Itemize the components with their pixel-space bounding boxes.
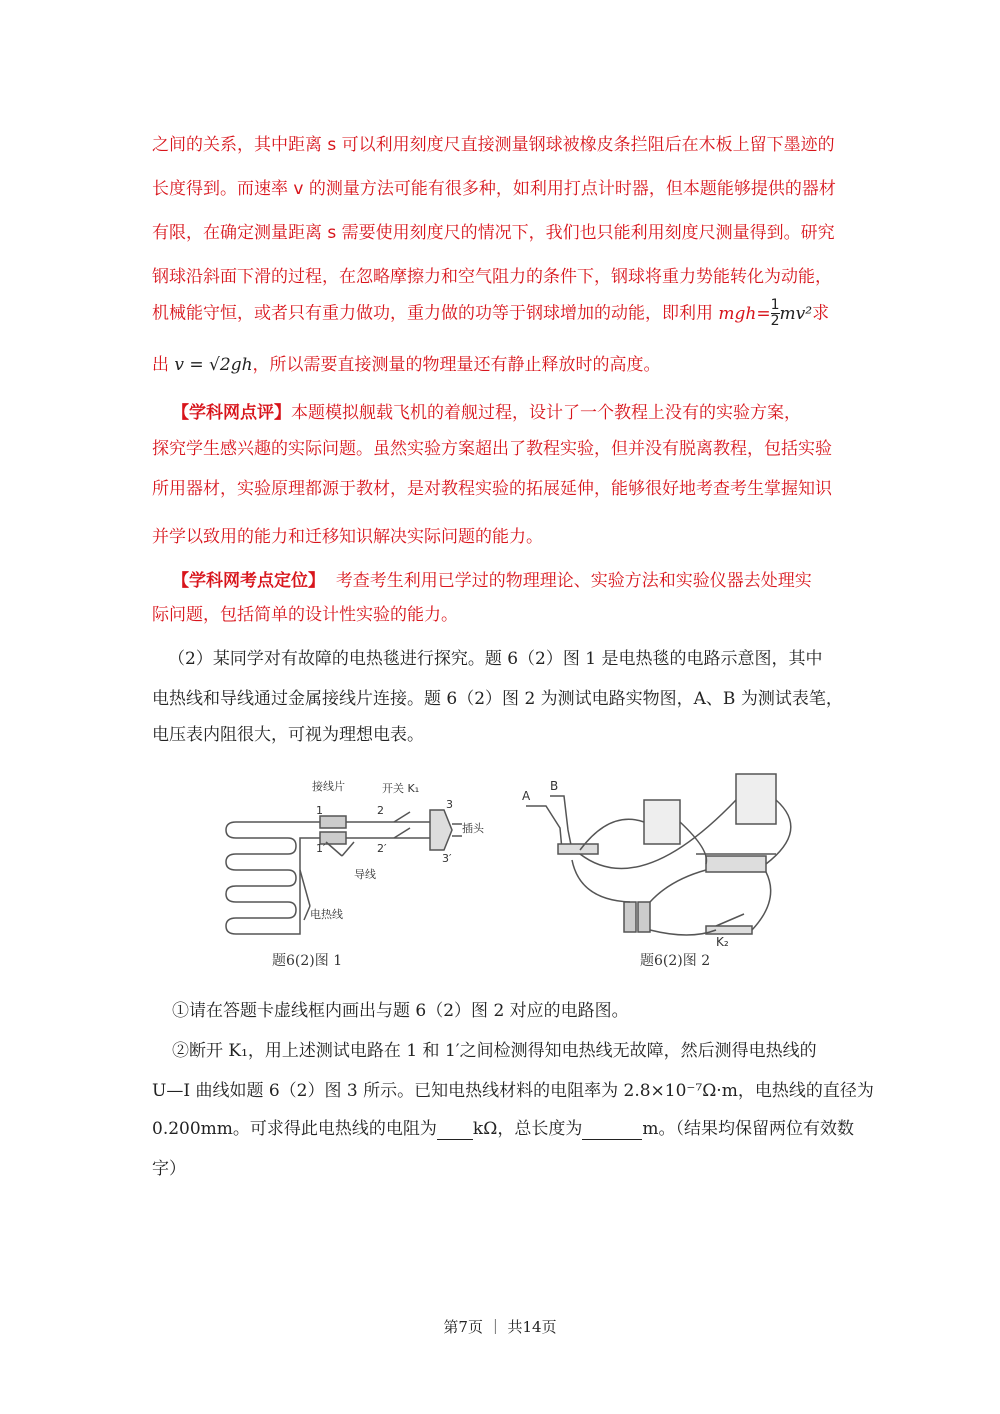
comment-line-1 <box>172 398 872 423</box>
formula-mv2: mv² <box>779 303 813 324</box>
label-3: 3 <box>446 798 453 811</box>
analysis-line-5-end: 求 <box>812 303 830 324</box>
formula-mgh: mgh= <box>718 303 771 324</box>
analysis-line-6-end: ，所以需要直接测量的物理量还有静止释放时的高度。 <box>252 355 661 375</box>
unit-kohm: kΩ，总长度为 <box>472 1119 583 1139</box>
analysis-line-6-start: 出 <box>152 355 175 375</box>
subquestion-2-line-4: 字） <box>152 1159 186 1179</box>
fraction-numerator: 1 <box>770 297 780 313</box>
label-plug: 插头 <box>462 822 484 835</box>
position-text-1: 考查考生利用已学过的物理理论、实验方法和实验仪器去处理实 <box>335 571 812 591</box>
label-probe-b: B <box>550 779 559 793</box>
figure-1-caption: 题6(2)图 1 <box>272 953 343 969</box>
analysis-line-5 <box>152 298 852 329</box>
subquestion-1: ①请在答题卡虚线框内画出与题 6（2）图 2 对应的电路图。 <box>172 1001 629 1021</box>
comment-line-3: 所用器材，实验原理都源于教材，是对教程实验的拓展延伸，能够很好地考查考生掌握知识 <box>152 479 832 499</box>
formula-v-sqrt: v = √2gh <box>174 355 253 375</box>
figure-2-test-circuit <box>520 770 810 970</box>
question-line-2: 电热线和导线通过金属接线片连接。题 6（2）图 2 为测试电路实物图，A、B 为测试表笔， <box>152 689 843 709</box>
analysis-line-2: 长度得到。而速率 v 的测量方法可能有很多种，如利用打点计时器，但本题能够提供的器材 <box>152 179 836 199</box>
label-2: 2 <box>377 804 384 817</box>
label-1prime: 1′ <box>316 842 326 855</box>
label-switch-k1: 开关 K₁ <box>382 782 420 795</box>
analysis-line-4: 钢球沿斜面下滑的过程，在忽略摩擦力和空气阻力的条件下，钢球将重力势能转化为动能， <box>152 267 832 287</box>
unit-m: m。（结果均保留两位有效数 <box>642 1119 854 1139</box>
answer-blank-resistance[interactable] <box>437 1119 473 1140</box>
question-line-1: （2）某同学对有故障的电热毯进行探究。题 6（2）图 1 是电热毯的电路示意图，其中 <box>168 649 823 669</box>
question-line-3: 电压表内阻很大，可视为理想电表。 <box>152 725 424 745</box>
position-line-1 <box>172 566 872 591</box>
analysis-line-1: 之间的关系，其中距离 s 可以利用刻度尺直接测量钢球被橡皮条拦阻后在木板上留下墨迹的 <box>152 135 835 155</box>
label-dianrexian: 电热线 <box>310 908 343 921</box>
subquestion-2-line-2: U—I 曲线如题 6（2）图 3 所示。已知电热线材料的电阻率为 2.8×10⁻⁷Ω·m，电热线的直径为 <box>152 1081 874 1101</box>
position-tag: 【学科网考点定位】 <box>172 571 325 591</box>
position-line-2: 际问题，包括简单的设计性实验的能力。 <box>152 605 458 625</box>
subquestion-2-line-1: ②断开 K₁，用上述测试电路在 1 和 1′之间检测得知电热线无故障，然后测得电热线的 <box>172 1041 817 1061</box>
figure-1-circuit-diagram <box>222 770 492 970</box>
label-3prime: 3′ <box>442 852 452 865</box>
label-probe-a: A <box>522 789 531 803</box>
page-footer: 第7页 ｜ 共14页 <box>443 1318 557 1336</box>
subquestion-2-line-3-text: 0.200mm。可求得此电热线的电阻为 <box>152 1119 437 1139</box>
comment-text-1: 本题模拟舰载飞机的着舰过程，设计了一个教程上没有的实验方案， <box>291 403 801 423</box>
analysis-line-6 <box>152 350 852 375</box>
label-2prime: 2′ <box>377 842 387 855</box>
analysis-line-3: 有限，在确定测量距离 s 需要使用刻度尺的情况下，我们也只能利用刻度尺测量得到。研究 <box>152 223 835 243</box>
label-1: 1 <box>316 804 323 817</box>
comment-line-2: 探究学生感兴趣的实际问题。虽然实验方案超出了教程实验，但并没有脱离教程，包括实验 <box>152 439 832 459</box>
figure-2-caption: 题6(2)图 2 <box>640 953 711 969</box>
subquestion-2-line-3 <box>152 1114 852 1140</box>
analysis-line-5-text: 机械能守恒，或者只有重力做功，重力做的功等于钢球增加的动能，即利用 <box>152 303 719 324</box>
answer-blank-length[interactable] <box>582 1119 642 1140</box>
label-switch-k2: K₂ <box>716 935 729 949</box>
formula-fraction <box>771 298 780 329</box>
comment-line-4: 并学以致用的能力和迁移知识解决实际问题的能力。 <box>152 527 543 547</box>
comment-tag: 【学科网点评】 <box>172 403 291 423</box>
fraction-denominator: 2 <box>770 313 780 329</box>
label-jiexianpian: 接线片 <box>312 780 345 793</box>
label-daoxian: 导线 <box>354 868 376 881</box>
